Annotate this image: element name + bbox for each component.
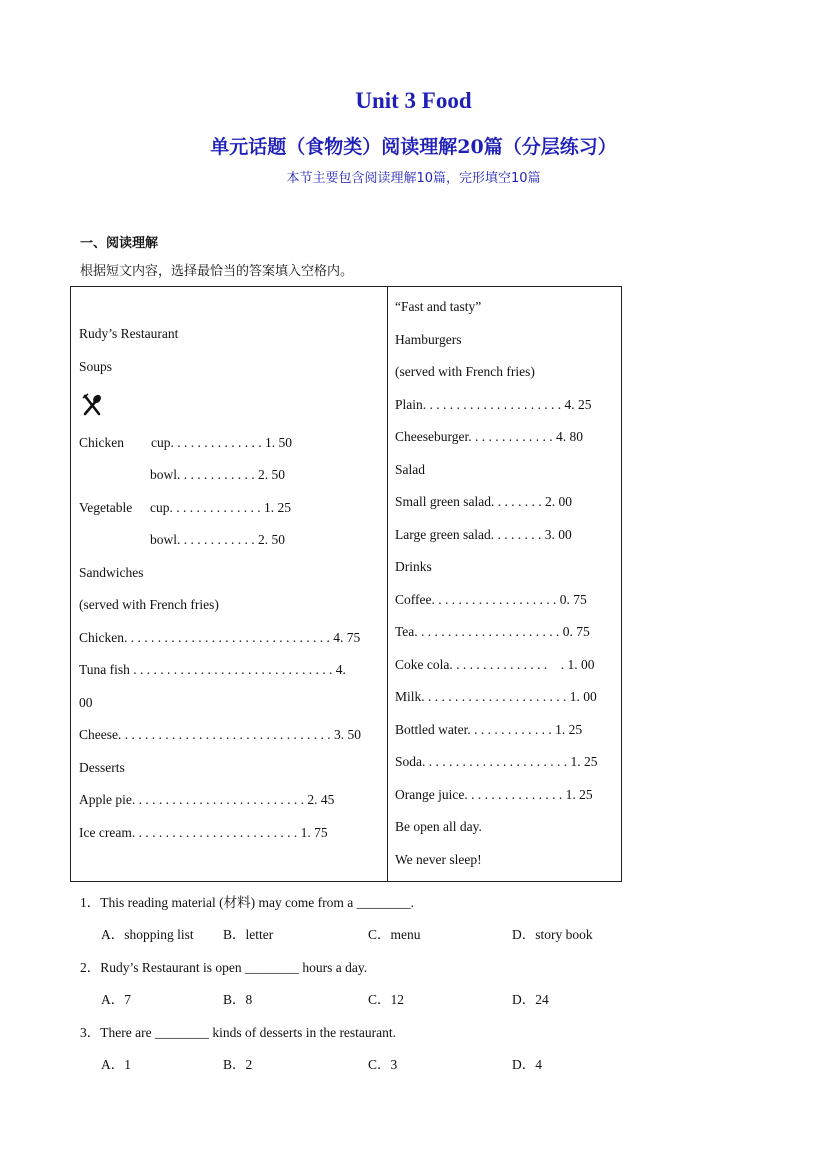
option-c: C．12 bbox=[368, 992, 405, 1007]
option-a: A．1 bbox=[101, 1057, 131, 1072]
small-salad: Small green salad. . . . . . . . 2. 00 bbox=[395, 494, 572, 509]
option-c: C．menu bbox=[368, 927, 421, 942]
option-d: D．4 bbox=[512, 1057, 542, 1072]
vegetable-soup-bowl: bowl. . . . . . . . . . . . 2. 50 bbox=[150, 532, 285, 547]
hamburgers-note: (served with French fries) bbox=[395, 364, 535, 379]
desserts-heading: Desserts bbox=[79, 760, 125, 775]
option-b: B．8 bbox=[223, 992, 253, 1007]
cheeseburger: Cheeseburger. . . . . . . . . . . . . 4. 80 bbox=[395, 429, 583, 444]
milk: Milk. . . . . . . . . . . . . . . . . . . . . . 1. 00 bbox=[395, 689, 597, 704]
chicken-soup-bowl: bowl. . . . . . . . . . . . 2. 50 bbox=[150, 467, 285, 482]
section-heading: 一、阅读理解 bbox=[80, 236, 159, 251]
question-stem: 2．Rudy’s Restaurant is open ________ hours a day. bbox=[80, 960, 368, 975]
slogan: “Fast and tasty” bbox=[395, 299, 482, 314]
tuna-sandwich: Tuna fish . . . . . . . . . . . . . . . . . . . . . . . . . . . . . . 4. bbox=[79, 662, 346, 677]
plain-burger: Plain. . . . . . . . . . . . . . . . . . . . . 4. 25 bbox=[395, 397, 592, 412]
option-c: C．3 bbox=[368, 1057, 398, 1072]
coke-cola: Coke cola. . . . . . . . . . . . . . . . 1. 00 bbox=[395, 657, 595, 672]
menu-column-divider bbox=[387, 286, 388, 882]
soups-heading: Soups bbox=[79, 359, 113, 374]
option-d: D．24 bbox=[512, 992, 549, 1007]
page-title: Unit 3 Food bbox=[355, 88, 472, 113]
ice-cream: Ice cream. . . . . . . . . . . . . . . . . . . . . . . . . 1. 75 bbox=[79, 825, 328, 840]
instruction-text: 根据短文内容，选择最恰当的答案填入空格内。 bbox=[80, 264, 354, 279]
orange-juice: Orange juice. . . . . . . . . . . . . . . 1. 25 bbox=[395, 787, 593, 802]
soda: Soda. . . . . . . . . . . . . . . . . . . . . . 1. 25 bbox=[395, 754, 598, 769]
tea: Tea. . . . . . . . . . . . . . . . . . . . . . 0. 75 bbox=[395, 624, 590, 639]
question-stem: 1．This reading material (材料) may come from a ________. bbox=[80, 895, 415, 910]
apple-pie: Apple pie. . . . . . . . . . . . . . . . . . . . . . . . . . 2. 45 bbox=[79, 792, 335, 807]
chicken-sandwich: Chicken. . . . . . . . . . . . . . . . . . . . . . . . . . . . . . . 4. 75 bbox=[79, 630, 361, 645]
open-all-day: Be open all day. bbox=[395, 819, 482, 834]
vegetable-soup-cup: cup. . . . . . . . . . . . . . 1. 25 bbox=[150, 500, 291, 515]
fork-spoon-icon bbox=[80, 393, 106, 417]
section-note: 本节主要包含阅读理解10篇，完形填空10篇 bbox=[286, 171, 541, 186]
chicken-soup-label: Chicken bbox=[79, 435, 124, 450]
never-sleep: We never sleep! bbox=[395, 852, 482, 867]
restaurant-name: Rudy’s Restaurant bbox=[79, 326, 179, 341]
hamburgers-heading: Hamburgers bbox=[395, 332, 462, 347]
question-stem: 3．There are ________ kinds of desserts in the restaurant. bbox=[80, 1025, 397, 1040]
drinks-heading: Drinks bbox=[395, 559, 432, 574]
option-b: B．letter bbox=[223, 927, 274, 942]
coffee: Coffee. . . . . . . . . . . . . . . . . . . 0. 75 bbox=[395, 592, 587, 607]
bottled-water: Bottled water. . . . . . . . . . . . . 1. 25 bbox=[395, 722, 583, 737]
sandwiches-heading: Sandwiches bbox=[79, 565, 144, 580]
sandwiches-note: (served with French fries) bbox=[79, 597, 219, 612]
vegetable-soup-label: Vegetable bbox=[79, 500, 133, 515]
chicken-soup-cup: cup. . . . . . . . . . . . . . 1. 50 bbox=[151, 435, 292, 450]
option-a: A．7 bbox=[101, 992, 131, 1007]
page-subtitle: 单元话题（食物类）阅读理解20篇（分层练习） bbox=[210, 136, 617, 158]
option-d: D．story book bbox=[512, 927, 593, 942]
tuna-sandwich-price: 00 bbox=[79, 695, 93, 710]
cheese-sandwich: Cheese. . . . . . . . . . . . . . . . . . . . . . . . . . . . . . . . 3. 50 bbox=[79, 727, 361, 742]
salad-heading: Salad bbox=[395, 462, 425, 477]
option-b: B．2 bbox=[223, 1057, 253, 1072]
option-a: A．shopping list bbox=[101, 927, 194, 942]
large-salad: Large green salad. . . . . . . . 3. 00 bbox=[395, 527, 572, 542]
